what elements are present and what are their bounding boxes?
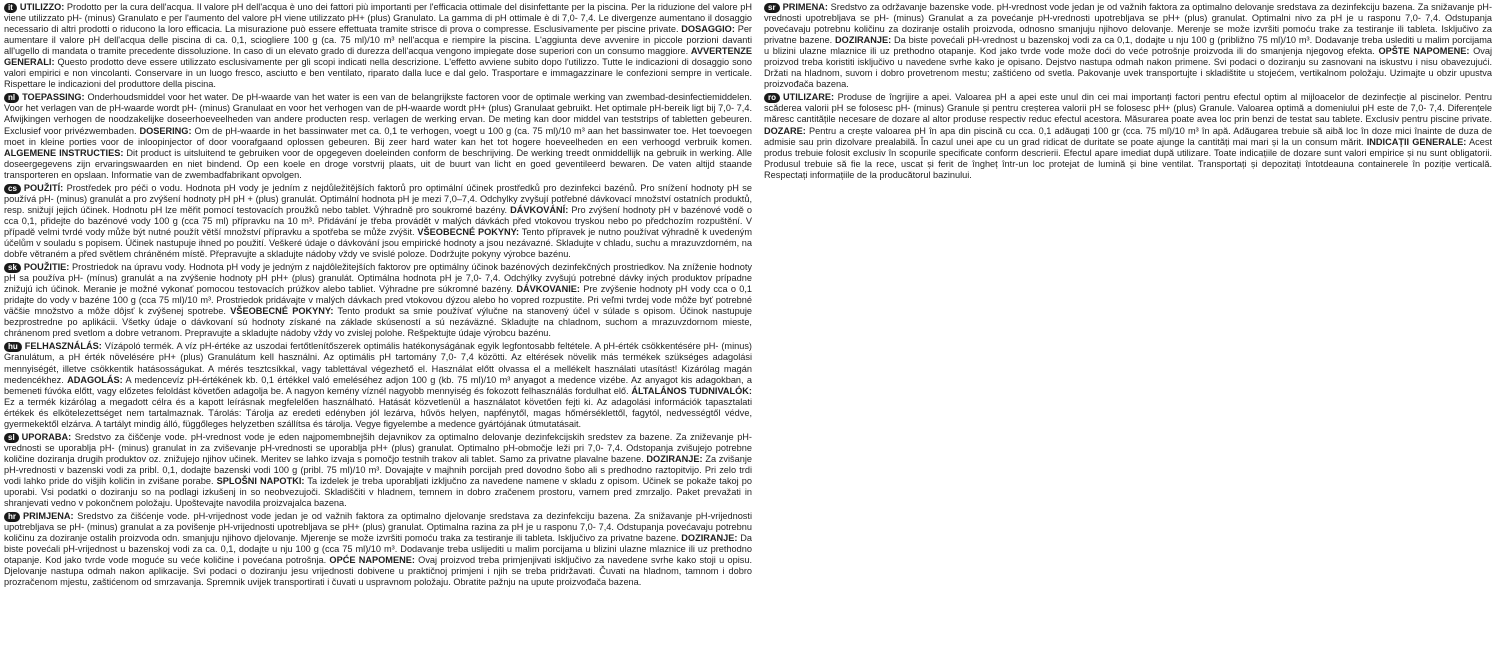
section-it <box>4 2 752 90</box>
language-badge-sl: sl <box>4 433 19 443</box>
section-heading: INDICAȚII GENERALE: <box>1366 136 1467 147</box>
right-column <box>764 2 1492 651</box>
section-text: Ta izdelek je treba uporabljati izključno za navedene namene v skladu z opisom. Učinek se pokaže takoj po uporabi. Vsi podatki o doziranju so na podlagi izkušenj in so neobvezujoči. Skladiščiti v hladnem, temnem in dobro zračenem prostoru, varnem pred zmrzaljo. Paket prevažati in shranjevati vedno v pokončnem položaju. Upoštevajte navodila proizvajalca bazena. <box>4 475 752 509</box>
section-text: Om de pH-waarde in het bassinwater met ca. 0,1 te verhogen, voegt u 100 g (ca. 75 ml)/10 m³ aan het bassinwater toe. Het toevoegen moet in kleine porties voor de inloopinjector of door voorafgaand oplossen gebeuren. Bij zeer hard water kan het tot hogere hoeveelheden en een verhoogd verbruik komen. <box>4 125 752 147</box>
section-heading: DOZIRANJE: <box>835 35 892 46</box>
section-heading: DOSERING: <box>139 125 192 136</box>
language-badge-cs: cs <box>4 184 21 194</box>
section-text: Za zvišanje pH-vrednosti v bazenski vodi za pribl. 0,1, dodajte bazenski vodi 100 g (pribl. 75 ml)/10 m³. Dovajajte v majhnih porcijah pred dovodno šobo ali s predhodno raztopitvijo. Pri zelo trdi vodi lahko pride do višjih količin in zvišane porabe. <box>4 453 752 486</box>
section-text: Dit product is uitsluitend te gebruiken voor de opgegeven doeleinden conform de beschrijving. De werking treedt onmiddellijk na gebruik in werking. Alle doseergegevens zijn ervaringswaarden en niet bindend. Op een koele en droge vorstvrij plaats, uit de buurt van licht en goed geventileerd bewaren. De vaten altijd staande transporteren en opslaan. Informatie van de zwembadfabrikant opvolgen. <box>4 147 752 180</box>
section-heading: VŠEOBECNÉ POKYNY: <box>417 226 520 237</box>
section-sr <box>764 2 1492 90</box>
section-text: Tento přípravek je nutno používat výhradně k uvedeným účelům v souladu s popisem. Účinek nastupuje ihned po použití. Veškeré údaje o dávkování jsou empirické hodnoty a jsou nezávazné. Skladujte v chladu, suchu a mrazuvzdorném, na dobře větraném a před světlem chráněném místě. Přepravujte a skladujte nádoby vždy ve svislé poloze. Dodržujte pokyny výrobce bazénu. <box>4 226 752 260</box>
section-heading: DOZIRANJE: <box>681 533 738 544</box>
section-heading: UTILIZZO: <box>19 2 65 12</box>
section-text: Tento produkt sa smie používať výlučne na stanovený účel v súlade s opisom. Účinok nastupuje bezprostredne po aplikácii. Všetky údaje o dávkovaní sú hodnoty získané na základe skúseností a sú nezáväzné. Skladujte na chladnom, suchom a mrazuvzdornom mieste, chránenom pred svetlom a dobre vetranom. Prepravujte a skladujte nádoby vždy vo zvislej polohe. Rešpektujte údaje výrobcu bazénu. <box>4 306 752 339</box>
section-heading: UTILIZARE: <box>783 92 835 103</box>
section-heading: UPORABA: <box>21 431 72 442</box>
section-heading: FELHASZNÁLÁS: <box>24 341 102 352</box>
section-heading: PRIMJENA: <box>23 511 74 522</box>
section-sk <box>4 262 752 339</box>
section-text: Prostriedok na úpravu vody. Hodnota pH vody je jedným z najdôležitejších faktorov pre optimálny účinok bazénových dezinfekčných prostriedkov. Na zníženie hodnoty pH sa používa pH- (mínus) granulát a na zvýšenie hodnoty pH pH+ (plus) granulát. Optimálna hodnota pH je 7,0- 7,4. Odchýlky zvyšujú potrebné dávky iných produktov prípadne znižujú ich účinok. Meranie je možné vykonať pomocou testovacích prúžkov alebo tabliet. Výhradne pre súkromné bazény. <box>4 262 752 295</box>
section-ro <box>764 92 1492 180</box>
section-heading: ÁLTALÁNOS TUDNIVALÓK: <box>631 385 752 396</box>
section-heading: VŠEOBECNÉ POKYNY: <box>230 306 334 317</box>
section-heading: ADAGOLÁS: <box>67 374 123 385</box>
section-heading: AVVERTENZE GENERALI: <box>4 46 752 68</box>
language-badge-hu: hu <box>4 342 22 352</box>
section-text: Prodotto per la cura dell'acqua. Il valore pH dell'acqua è uno dei fattori più importanti per l'efficacia ottimale del disinfettante per la piscina. Per la riduzione del valore pH viene utilizzato pH- (minus) Granulato e per l'aumento del valore pH viene utilizzato pH+ (plus) Granulato. La gamma di pH ottimale è di 7,0- 7,4. Le divergenze aumentano il dosaggio necessario di altri prodotti o riducono la loro efficacia. La misurazione può essere effettuata tramite strisce di prova o compresse. Esclusivamente per piscine private. <box>4 2 752 35</box>
section-heading: DOSAGGIO: <box>681 24 735 35</box>
section-text: Onderhoudsmiddel voor het water. De pH-waarde van het water is een van de belangrijkste factoren voor de optimale werking van zwembad-desinfectiemiddelen. Voor het verlagen van de pH-waarde wordt pH- (minus) Granulaat en voor het verhogen van de pH-waarde wordt pH+ (plus) Granulaat gebruikt. Het optimale pH-bereik ligt bij 7,0- 7,4. Afwijkingen verhogen de noodzakelijke doseerhoeveelheden van andere producten resp. verlagen de werking ervan. De meting kan door middel van teststrips of tabletten gebeuren. Exclusief voor privézwembaden. <box>4 92 752 136</box>
section-nl <box>4 92 752 180</box>
section-text: Da biste povećali pH-vrednost u bazenskoj vodi za ca 0,1, dodajte u nju 100 g (približno 75 ml)/10 m³. Dodavanje treba uslediti u malim porcijama u blizini ulazne mlaznice ili uz prethodno otapanje. Kod jako tvrde vode može doći do veće potrošnje proizvoda ili do smanjenja njegovog efekta. <box>764 35 1492 57</box>
section-text: Sredstvo za održavanje bazenske vode. pH-vrednost vode jedan je od važnih faktora za optimalno delovanje sredstava za dezinfekciju bazena. Za snižavanje pH-vrednosti upotrebljava se pH- (minus) Granulat a za povećanje pH-vrednosti upotrebljava se pH+ (plus) granulat. Optimalni nivo za pH je u rasponu 7,0- 7,4. Odstupanja povećavaju potrebnu količinu za doziranje ostalih proizvoda, odnosno smanjuju njihovo delovanje. Merenje se može izvršiti pomoću trake za testiranje ili tableta. Isključivo za privatne bazene. <box>764 2 1492 46</box>
language-badge-ro: ro <box>764 93 780 103</box>
section-heading: DÁVKOVANIE: <box>516 284 580 295</box>
left-column <box>4 2 752 651</box>
section-hr <box>4 511 752 588</box>
section-text: Acest produs trebuie folosit exclusiv în scopurile specificate conform descrierii. Efectul apare imediat după utilizare. Toate indicațiile de dozare sunt valori empirice și nu sunt obligatorii. Produsul trebuie să fie la rece, uscat și ferit de îngheț într-un loc protejat de lumină și bine ventilat. Transportați și depozitați întotdeauna containerele în poziție verticală. Respectați informațiile de la producătorul bazinului. <box>764 136 1492 180</box>
section-heading: POUŽITIE: <box>23 262 70 273</box>
section-text: Questo prodotto deve essere utilizzato esclusivamente per gli scopi indicati nella descrizione. L'effetto avviene subito dopo l'utilizzo. Tutte le indicazioni di dosaggio sono valori empirici e non vincolanti. Conservare in un luogo fresco, asciutto e ben ventilato, riparato dalla luce e dal gelo. Trasportare e immagazzinare le confezioni sempre in verticale. Rispettare le indicazioni del produttore della piscina. <box>4 57 752 90</box>
section-text: Pentru a crește valoarea pH în apa din piscină cu cca. 0,1 adăugați 100 gr (cca. 75 ml)/10 m³ în apă. Adăugarea trebuie să aibă loc în doze mici înainte de duza de admisie sau prin dizolvare prealabilă. În cazul unei ape cu un grad ridicat de duritate se poate ajunge la cantități mai mari și la un consum mărit. <box>764 125 1492 147</box>
section-heading: PRIMENA: <box>782 2 828 12</box>
section-heading: OPŠTE NAPOMENE: <box>1378 46 1470 57</box>
section-heading: TOEPASSING: <box>22 92 85 103</box>
section-heading: DOZIRANJE: <box>646 453 703 464</box>
language-badge-hr: hr <box>4 512 20 522</box>
section-heading: DÁVKOVÁNÍ: <box>510 204 569 215</box>
section-text: Ovaj proizvod treba primjenjivati isključivo za navedene svrhe kako stoji u opisu. Djelovanje nastupa odmah nakon aplikacije. Svi podaci o doziranju jesu vrijednosti dobivene u praktičnoj primjeni i njih se treba pridržavati. Čuvati na hladnom, tamnom i dobro prozračenom mjestu, zaštićenom od smrzavanja. Spremnik uvijek transportirati i čuvati u uspravnom položaju. Obratite pažnju na upute proizvođača bazena. <box>4 555 752 588</box>
section-heading: ALGEMENE INSTRUCTIES: <box>4 147 124 158</box>
language-badge-nl: nl <box>4 93 19 103</box>
section-text: Sredstvo za čišćenje vode. pH-vrijednost vode jedan je od važnih faktora za optimalno djelovanje sredstava za dezinfekciju bazena. Za snižavanje pH-vrijednosti upotrebljava se pH- (minus) granulat a za povišenje pH-vrijednosti upotrebljava se pH+ (plus) granulat. Optimalna razina za pH je u rasponu 7,0- 7,4. Odstupanja povećavaju potrebnu količinu za doziranje ostalih proizvoda odn. smanjuju njihovo djelovanje. Mjerenje se može izvršiti pomoću traka za testiranje ili tableta. Isključivo za privatne bazene. <box>4 511 752 544</box>
section-text: Vízápoló termék. A víz pH-értéke az uszodai fertőtlenítőszerek optimális hatékonyságának egyik legfontosabb feltétele. A pH-érték csökkentésére pH- (minus) Granulátum, a pH érték növelésére pH+ (plus) Granulátum kell használni. Az optimális pH tartomány 7,0- 7,4 közötti. Az eltérések növelik más termékek szükséges adagolási mennyiségét, illetve csökkentik hatásosságukat. A mérés tesztcsíkkal, vagy tablettával végezhető el. Használat előtt olvassa el a mellékelt használati utasítást! Kizárólag magán medencékhez. <box>4 341 752 385</box>
section-text: Ovaj proizvod treba koristiti isključivo u navedene svrhe kako je opisano. Dejstvo nastupa odmah nakon primene. Svi podaci o doziranju su zasnovani na iskustvu i nisu obavezujući. Držati na hladnom, suvom i dobro provetrenom mestu; zaštićeno od svetla. Pakovanje uvek transportujte i skladištite u stojećem, vertikalnom položaju. Uzimajte u obzir upustva proizvođača bazena. <box>764 46 1492 90</box>
section-text: Per aumentare il valore pH dell'acqua delle piscina di ca. 0,1, sciogliere 100 g (ca. 75 ml)/10 m³ nell'acqua e riempire la piscina. L'aggiunta deve avvenire in piccole porzioni davanti all'ugello di mandata o tramite precedente dissoluzione. In caso di un elevato grado di durezza dell'acqua vengono impiegate dose superiori con un consumo maggiore. <box>4 24 752 57</box>
section-text: A medencevíz pH-értékének kb. 0,1 értékkel való emeléséhez adjon 100 g (kb. 75 ml)/10 m³ anyagot a medence vizébe. Az anyagot kis adagokban, a bemeneti fúvóka előtt, vagy előzetes feloldást követően adagolja be. A nagyon kemény víznél nagyobb mennyiség és fokozott felhasználás fordulhat elő. <box>4 374 752 396</box>
language-badge-it: it <box>4 3 17 13</box>
section-text: Produse de îngrijire a apei. Valoarea pH a apei este unul din cei mai importanți factori pentru efectul optim al mijloacelor de dezinfecție al piscinelor. Pentru scăderea valorii pH se folosesc pH- (minus) Granule și pentru creșterea valorii pH se folosesc pH+ (plus) Granule. Valoarea optimă a domeniului pH este de 7,0- 7,4. Diferențele măresc cantitățile necesare de dozare al altor produse respectiv reduc efectul acestora. Măsurarea poate avea loc prin benzi de testat sau tablete. Exclusiv pentru piscine private. <box>764 92 1492 125</box>
section-text: Da biste povećali pH-vrijednost u bazenskoj vodi za ca. 0,1, dodajte u nju 100 g (cca 75 ml)/10 m³. Dodavanje treba uslijediti u malim porcijama u blizini ulazne mlaznice ili uz prethodno otapanje. Kod jako tvrde vode moguće su veće količine i povećana potrošnja. <box>4 533 752 566</box>
section-sl <box>4 432 752 509</box>
section-text: Ez a termék kizárólag a megadott célra és a kapott leírásnak megfelelően használható. Hatását közvetlenül a használatot követően fejti ki. Az adagolási információk tapasztalati értékek és elkötelezettséget nem tartalmaznak. Tárolás: Tárolja az eredeti edényben jól lezárva, hűvös helyen, napfénytől, magas hőmérséklettől, fagytól, nedvességtől védve, gyermekektől elzárva. A tartályt mindig álló, függőleges helyzetben szállítsa és tárolja. Vegye figyelembe a medence gyártójának útmutatásait. <box>4 396 752 429</box>
section-hu <box>4 341 752 429</box>
section-heading: SPLOŠNI NAPOTKI: <box>216 475 305 486</box>
section-cs <box>4 183 752 260</box>
section-heading: OPĆE NAPOMENE: <box>329 555 415 566</box>
section-text: Prostředek pro péči o vodu. Hodnota pH vody je jedním z nejdůležitějších faktorů pro optimální účinek prostředků pro dezinfekci bazénů. Pro snížení hodnoty pH se používá pH- (minus) granulát a pro zvýšení hodnoty pH pH + (plus) granulát. Optimální hodnota pH je mezi 7,0–7,4. Odchylky zvyšují potřebné dávkovací množství ostatních produktů, resp. snižují jejich účinek. Hodnotu pH lze měřit pomocí testovacích proužků nebo tablet. Výhradně pro soukromé bazény. <box>4 182 752 215</box>
section-text: Pro zvýšení hodnoty pH v bazénové vodě o cca 0,1, přidejte do bazénové vody 100 g (cca 75 ml) přípravku na 10 m³. Přidávání je třeba provádět v malých dávkách před vtokovou tryskou nebo po předchozím rozpuštění. V případě velmi tvrdé vody může být nutné použít větší množství přípravku a spotřeba se může zvýšit. <box>4 204 752 237</box>
section-text: Sredstvo za čiščenje vode. pH-vrednost vode je eden najpomembnejših dejavnikov za optimalno delovanje dezinfekcijskih sredstev za bazene. Za zniževanje pH-vrednosti se uporablja pH- (minus) granulat in za zviševanje pH-vrednosti se uporablja pH+ (plus) granulat. Optimalno pH-območje leži pri 7,0- 7,4. Odstopanja zvišujejo potrebne količine doziranja drugih produktov oz. znižujejo njihov učinek. Meritev se lahko izvaja s pomočjo testnih trakov ali tablet. Samo za privatne plavalne bazene. <box>4 431 752 464</box>
section-text: Pre zvýšenie hodnoty pH vody cca o 0,1 pridajte do vody v bazéne 100 g (cca 75 ml)/10 m³. Prostriedok pridávajte v malých dávkach pred vtokovou dýzou alebo ho vopred rozpustite. Pri veľmi tvrdej vode môže byť potrebné väčšie množstvo a môže dôjsť k zvýšenej spotrebe. <box>4 284 752 317</box>
language-badge-sk: sk <box>4 263 21 273</box>
language-badge-sr: sr <box>764 3 780 13</box>
section-heading: POUŽITÍ: <box>23 182 64 193</box>
section-heading: DOZARE: <box>764 125 806 136</box>
